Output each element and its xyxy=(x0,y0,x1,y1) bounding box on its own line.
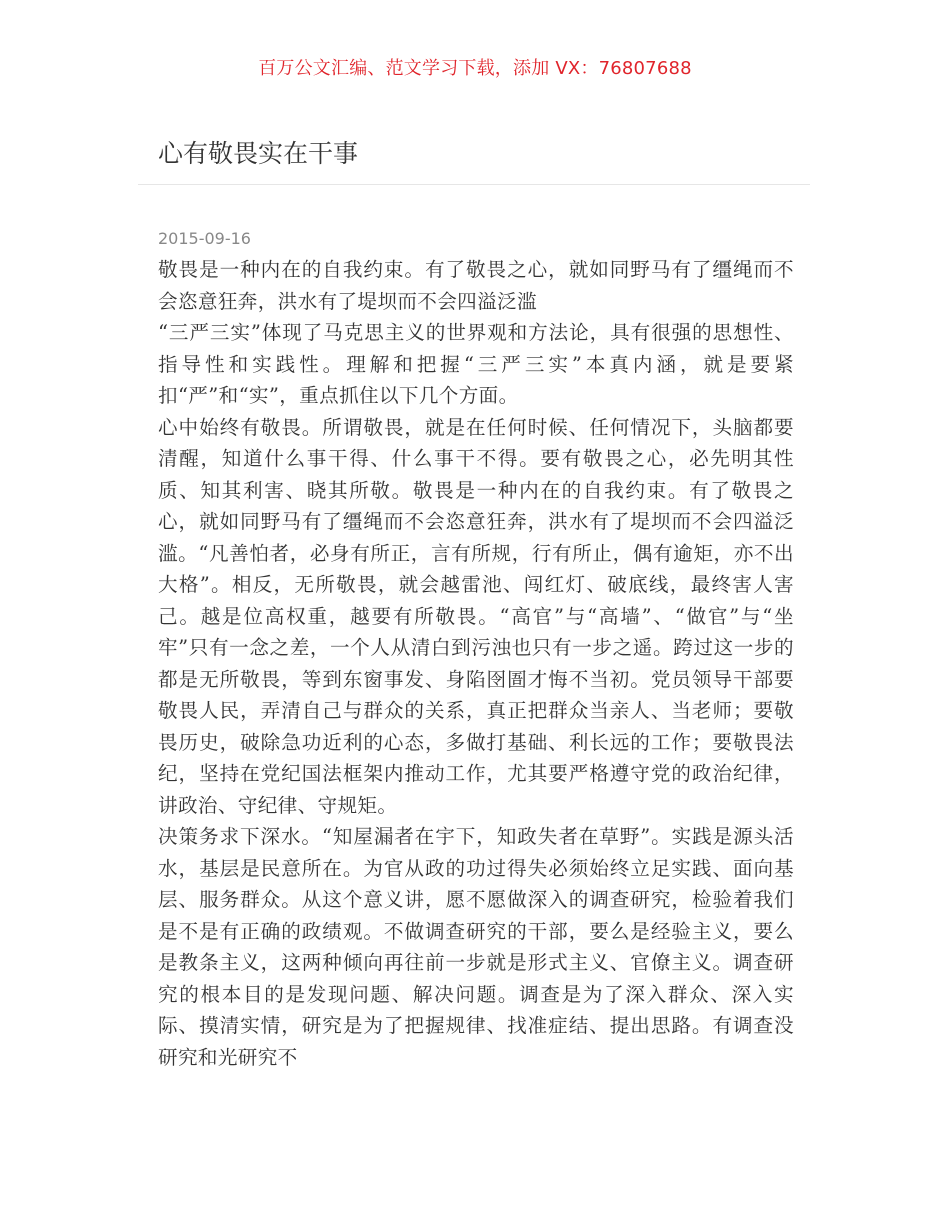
article-paragraph-1: 敬畏是一种内在的自我约束。有了敬畏之心，就如同野马有了缰绳而不会恣意狂奔，洪水有了堤坝而不会四溢泛滥 xyxy=(158,258,794,313)
watermark-banner: 百万公文汇编、范文学习下载，添加 VX：76807688 xyxy=(258,58,692,79)
article-title: 心有敬畏实在干事 xyxy=(158,139,359,168)
article-paragraph-4: 决策务求下深水。“知屋漏者在宇下，知政失者在草野”。实践是源头活水，基层是民意所在。为官从政的功过得失必须始终立足实践、面向基层、服务群众。从这个意义讲，愿不愿做深入的调查研究，检验着我们是不是有正确的政绩观。不做调查研究的干部，要么是经验主义，要么是教条主义，这两种倾向再往前一步就是形式主义、官僚主义。调查研究的根本目的是发现问题、解决问题。调查是为了深入群众、深入实际、摸清实情，研究是为了把握规律、找准症结、提出思路。有调查没研究和光研究不 xyxy=(158,825,794,1069)
publish-date: 2015-09-16 xyxy=(158,229,251,248)
title-divider xyxy=(138,184,810,185)
article-body xyxy=(158,254,794,1073)
article-paragraph-3: 心中始终有敬畏。所谓敬畏，就是在任何时候、任何情况下，头脑都要清醒，知道什么事干得、什么事干不得。要有敬畏之心，必先明其性质、知其利害、晓其所敬。敬畏是一种内在的自我约束。有了敬畏之心，就如同野马有了缰绳而不会恣意狂奔，洪水有了堤坝而不会四溢泛滥。“凡善怕者，必身有所正，言有所规，行有所止，偶有逾矩，亦不出大格”。相反，无所敬畏，就会越雷池、闯红灯、破底线，最终害人害己。越是位高权重，越要有所敬畏。“高官”与“高墙”、“做官”与“坐牢”只有一念之差，一个人从清白到污浊也只有一步之遥。跨过这一步的都是无所敬畏，等到东窗事发、身陷囹圄才悔不当初。党员领导干部要敬畏人民，弄清自己与群众的关系，真正把群众当亲人、当老师；要敬畏历史，破除急功近利的心态，多做打基础、利长远的工作；要敬畏法纪，坚持在党纪国法框架内推动工作，尤其要严格遵守党的政治纪律，讲政治、守纪律、守规矩。 xyxy=(158,415,794,817)
article-paragraph-2: “三严三实”体现了马克思主义的世界观和方法论，具有很强的思想性、指导性和实践性。理解和把握“三严三实”本真内涵，就是要紧扣“严”和“实”，重点抓住以下几个方面。 xyxy=(158,321,794,407)
